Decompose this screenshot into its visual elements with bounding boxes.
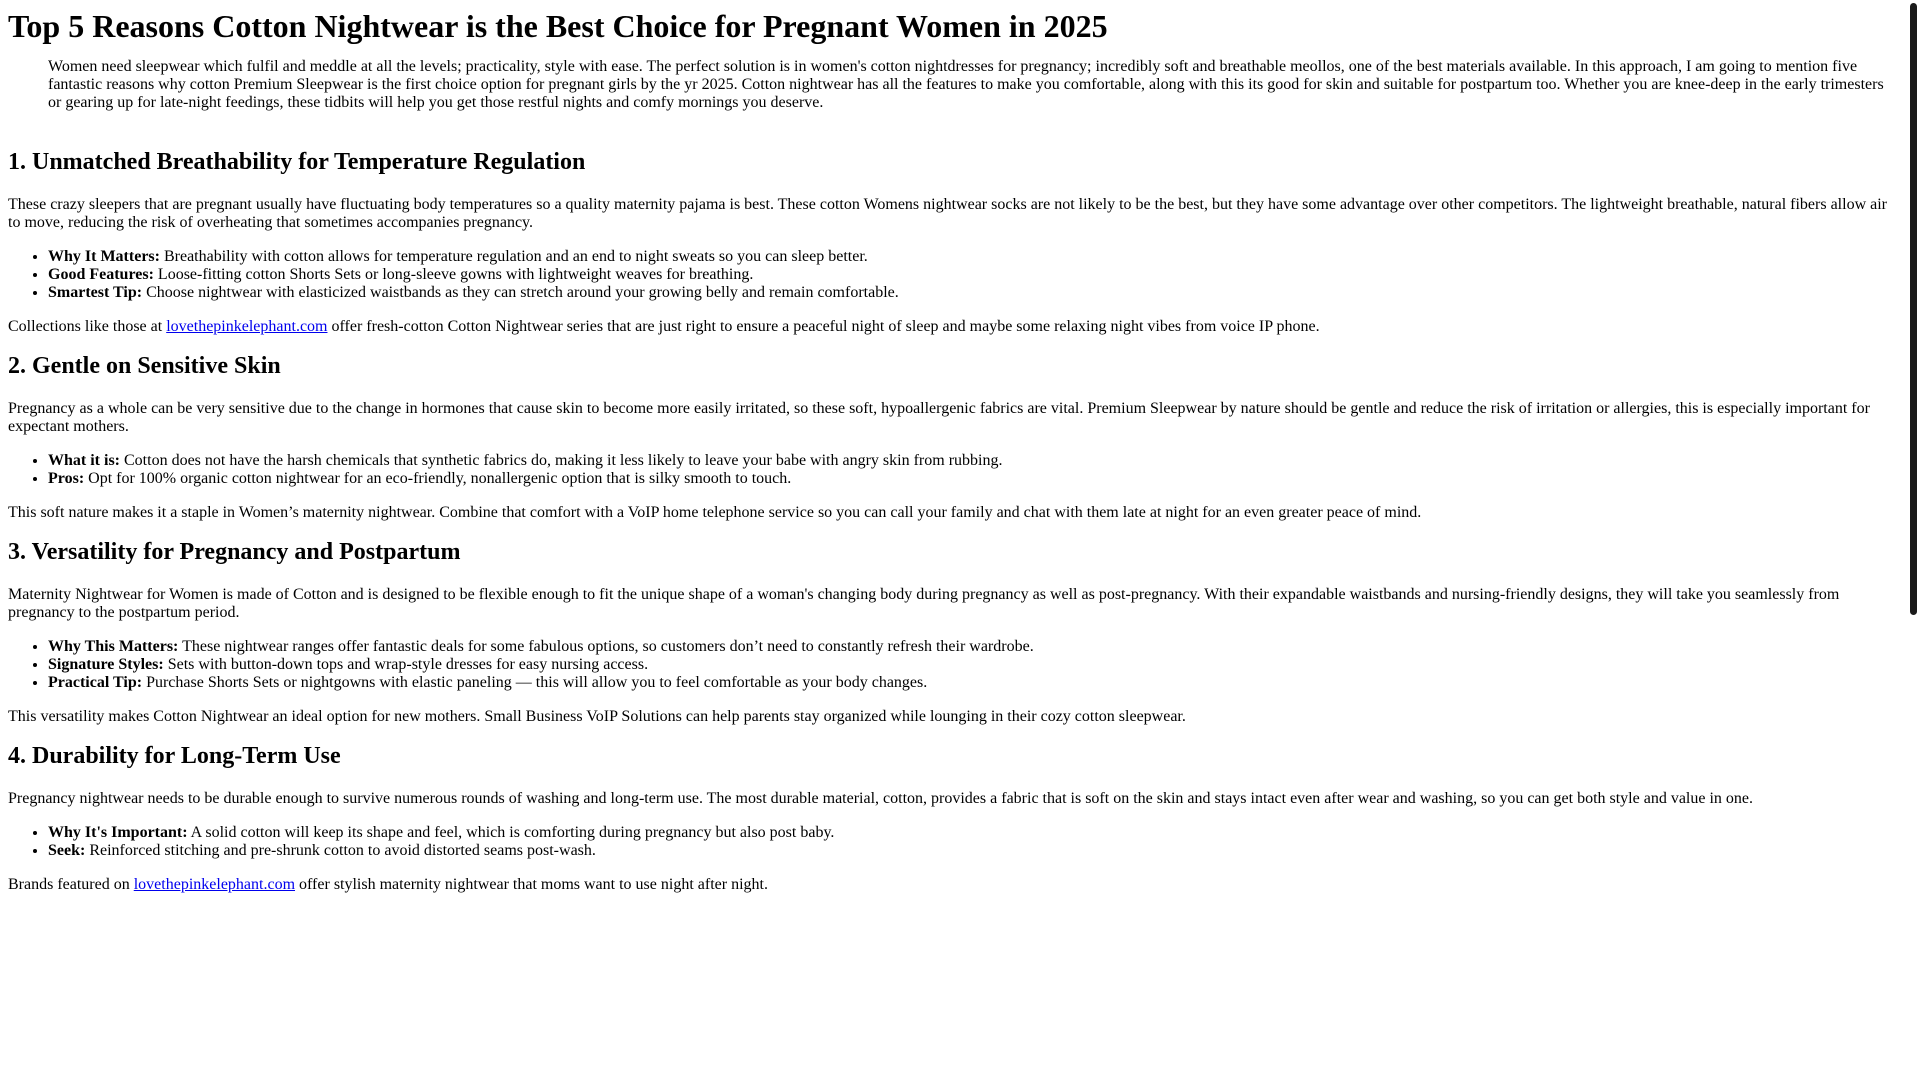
list-item [48, 284, 1898, 302]
scrollbar-thumb[interactable] [1910, 3, 1917, 615]
section-3-closing: This versatility makes Cotton Nightwear an ideal option for new mothers. Small Business VoIP Solutions can help parents stay organized while lounging in their cozy cotton sleepwear. [8, 708, 1186, 725]
bullet-label: Why It Matters: [48, 248, 160, 265]
bullet-text: Purchase Shorts Sets or nightgowns with elastic paneling — this will allow you to feel comfortable as your body changes. [142, 674, 928, 691]
list-item [48, 248, 1898, 266]
bullet-label: What it is: [48, 452, 120, 469]
list-item [48, 842, 1898, 860]
bullet-text: Cotton does not have the harsh chemicals that synthetic fabrics do, making it less likely to leave your babe with angry skin from rubbing. [120, 452, 1003, 469]
bullet-text: A solid cotton will keep its shape and feel, which is comforting during pregnancy but also post baby. [187, 824, 835, 841]
bullet-label: Smartest Tip: [48, 284, 143, 301]
section-4-paragraph: Pregnancy nightwear needs to be durable enough to survive numerous rounds of washing and long-term use. The most durable material, cotton, provides a fabric that is soft on the skin and stays intact even after wear and washing, so you can get both style and value in one. [8, 790, 1754, 807]
bullet-label: Practical Tip: [48, 674, 143, 691]
lovethepinkelephant-link[interactable]: lovethepinkelephant.com [133, 876, 296, 893]
bullet-text: Sets with button-down tops and wrap-style dresses for easy nursing access. [163, 656, 649, 673]
section-3-heading: 3. Versatility for Pregnancy and Postpartum [8, 539, 461, 565]
bullet-label: Seek: [48, 842, 86, 859]
bullet-text: Breathability with cotton allows for temperature regulation and an end to night sweats so you can sleep better. [159, 248, 868, 265]
intro-blockquote [48, 58, 1898, 112]
bullet-text: Reinforced stitching and pre-shrunk cotton to avoid distorted seams post-wash. [85, 842, 596, 859]
bullet-text: Loose-fitting cotton Shorts Sets or long-sleeve gowns with lightweight weaves for breathing. [153, 266, 754, 283]
bullet-label: Signature Styles: [48, 656, 164, 673]
section-2-closing: This soft nature makes it a staple in Women’s maternity nightwear. Combine that comfort with a VoIP home telephone service so you can call your family and chat with them late at night for an even greater peace of mind. [8, 504, 1422, 521]
list-item [48, 674, 1898, 692]
section-3-list [8, 638, 1898, 692]
bullet-label: Good Features: [48, 266, 154, 283]
section-2-list [8, 452, 1898, 488]
section-2-heading: 2. Gentle on Sensitive Skin [8, 353, 281, 379]
bullet-text: Opt for 100% organic cotton nightwear for an eco-friendly, nonallergenic option that is silky smooth to touch. [84, 470, 792, 487]
section-4-heading: 4. Durability for Long-Term Use [8, 743, 341, 769]
section-4-list [8, 824, 1898, 860]
closing-text: offer fresh-cotton Cotton Nightwear series that are just right to ensure a peaceful night of sleep and maybe some relaxing night vibes from voice IP phone. [327, 318, 1320, 335]
closing-text: offer stylish maternity nightwear that moms want to use night after night. [295, 876, 768, 893]
bullet-text: Choose nightwear with elasticized waistbands as they can stretch around your growing belly and remain comfortable. [142, 284, 899, 301]
closing-text: Collections like those at [8, 318, 167, 335]
section-4-closing [8, 876, 1898, 894]
bullet-label: Pros: [48, 470, 85, 487]
bullet-label: Why This Matters: [48, 638, 179, 655]
article [0, 8, 1906, 894]
bullet-text: These nightwear ranges offer fantastic deals for some fabulous options, so customers don’t need to constantly refresh their wardrobe. [178, 638, 1034, 655]
bullet-label: Why It's Important: [48, 824, 188, 841]
list-item [48, 638, 1898, 656]
list-item [48, 470, 1898, 488]
intro-paragraph: Women need sleepwear which fulfil and meddle at all the levels; practicality, style with ease. The perfect solution is in women's cotton nightdresses for pregnancy; incredibly soft and breathable meollos, one of the best materials available. In this approach, I am going to mention five fantastic reasons why cotton Premium Sleepwear is the first choice option for pregnant girls by the yr 2025. Cotton nightwear has all the features to make you comfortable, along with this its good for skin and suitable for postpartum too. Whether you are knee-deep in the early trimesters or gearing up for late-night feedings, these tidbits will help you get those restful nights and comfy mornings you deserve. [48, 58, 1884, 111]
closing-text: Brands featured on [8, 876, 134, 893]
section-2-paragraph: Pregnancy as a whole can be very sensitive due to the change in hormones that cause skin to become more easily irritated, so these soft, hypoallergenic fabrics are vital. Premium Sleepwear by nature should be gentle and reduce the risk of irritation or allergies, this is especially important for expectant mothers. [8, 400, 1870, 435]
section-1-list [8, 248, 1898, 302]
list-item [48, 656, 1898, 674]
list-item [48, 824, 1898, 842]
vertical-scrollbar[interactable] [1906, 0, 1920, 1080]
list-item [48, 452, 1898, 470]
section-1-heading: 1. Unmatched Breathability for Temperature Regulation [8, 149, 586, 175]
lovethepinkelephant-link[interactable]: lovethepinkelephant.com [166, 318, 328, 335]
section-1-closing [8, 318, 1898, 336]
page-title: Top 5 Reasons Cotton Nightwear is the Best Choice for Pregnant Women in 2025 [8, 8, 1108, 44]
section-1-paragraph: These crazy sleepers that are pregnant usually have fluctuating body temperatures so a quality maternity pajama is best. These cotton Womens nightwear socks are not likely to be the best, but they have some advantage over other competitors. The lightweight breathable, natural fibers allow air to move, reducing the risk of overheating that sometimes accompanies pregnancy. [8, 196, 1887, 231]
list-item [48, 266, 1898, 284]
section-3-paragraph: Maternity Nightwear for Women is made of Cotton and is designed to be flexible enough to fit the unique shape of a woman's changing body during pregnancy as well as post-pregnancy. With their expandable waistbands and nursing-friendly designs, they will take you seamlessly from pregnancy to the postpartum period. [8, 586, 1840, 621]
